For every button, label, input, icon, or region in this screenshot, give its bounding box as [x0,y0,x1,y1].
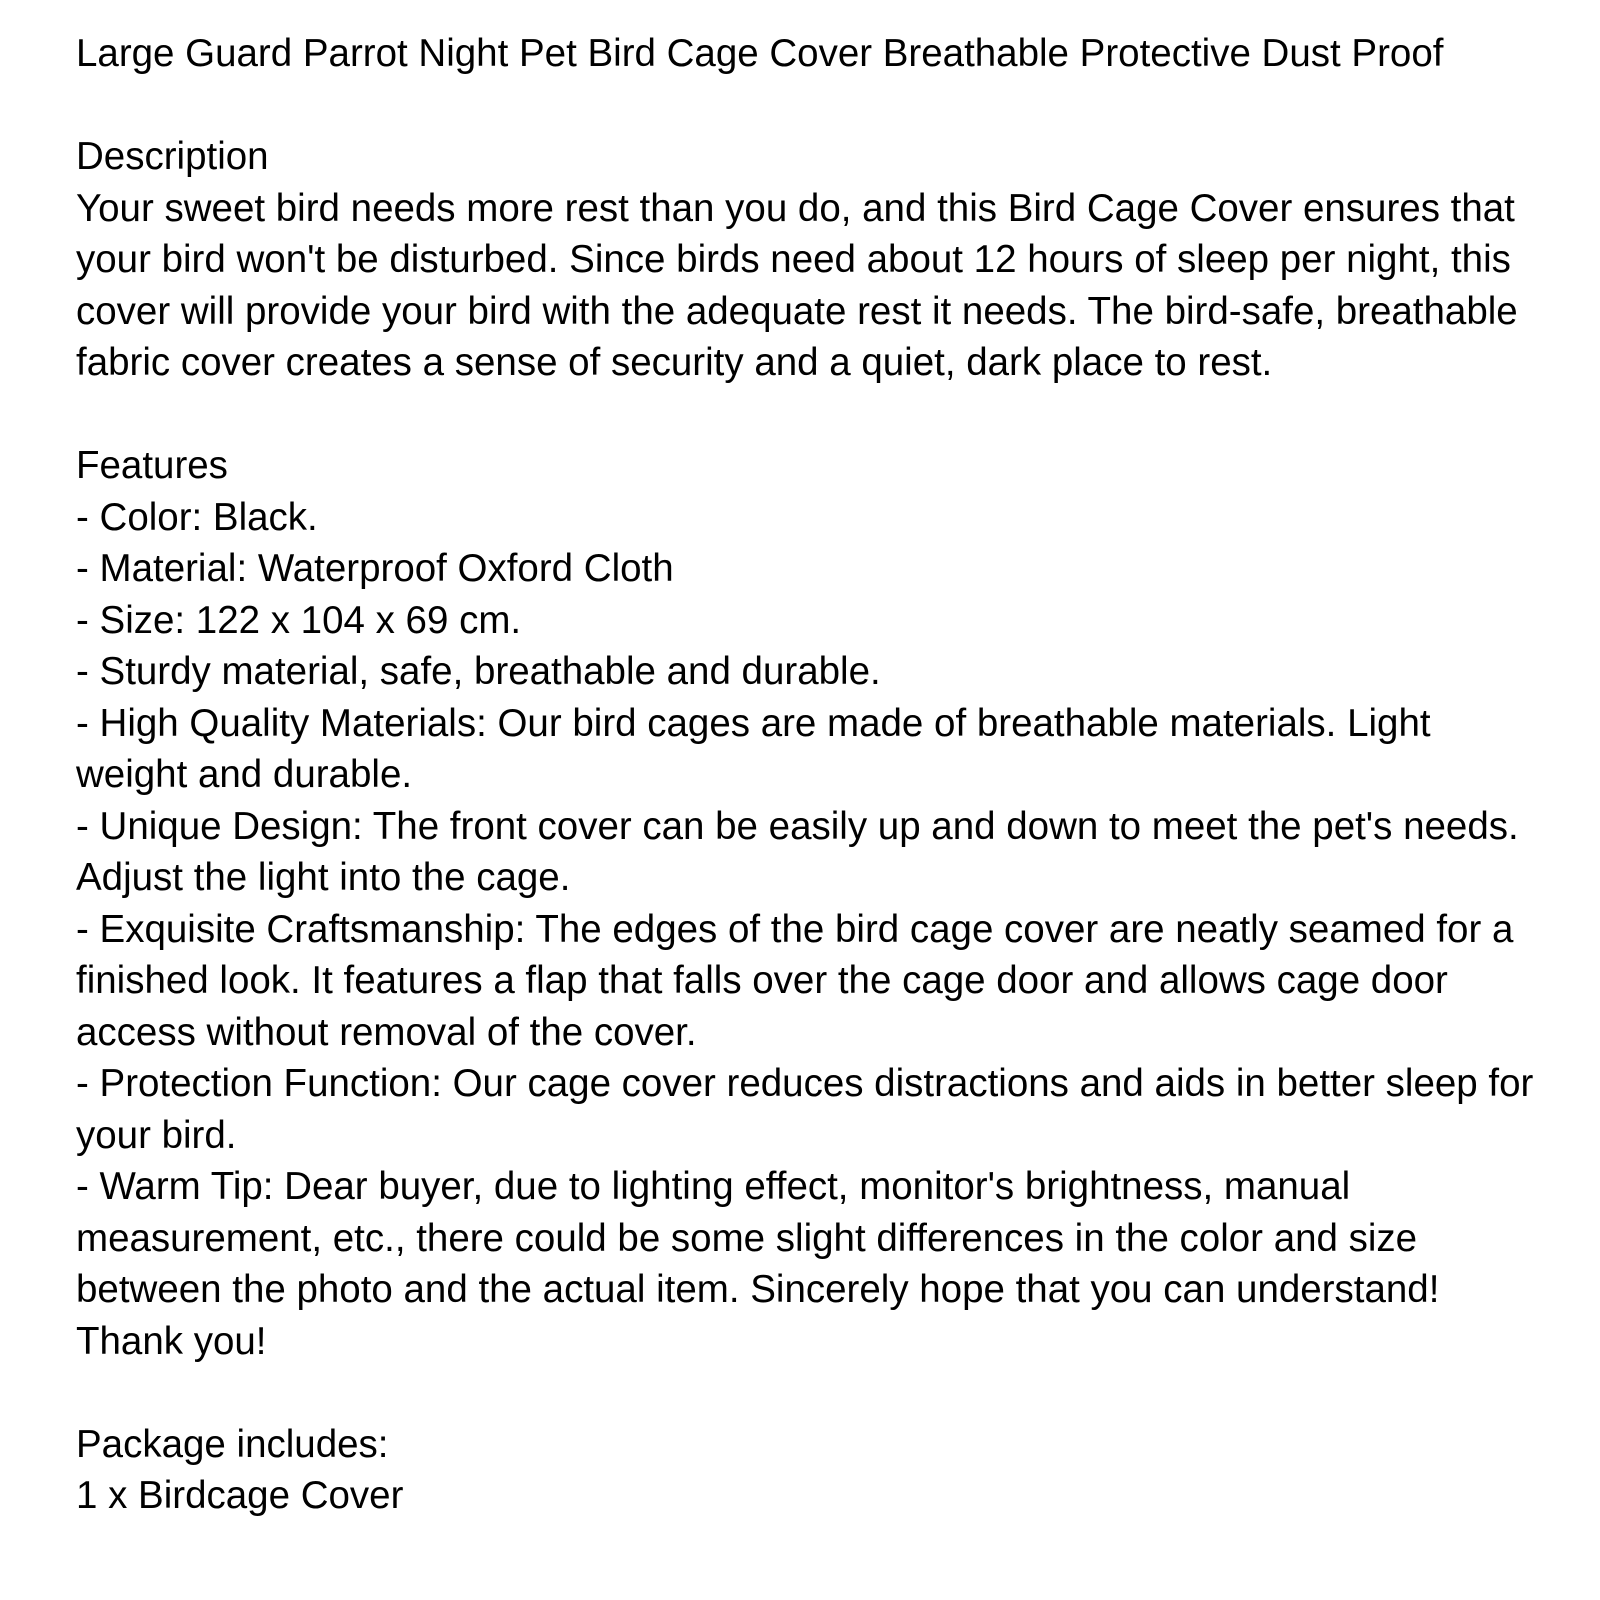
spacer [76,1367,1536,1419]
feature-item-craftsmanship: - Exquisite Craftsmanship: The edges of the bird cage cover are neatly seamed for a finished look. It features a flap that falls over the cage door and allows cage door access without removal of the cover. [76,907,1525,1054]
description-body: Your sweet bird needs more rest than you do, and this Bird Cage Cover ensures that your bird won't be disturbed. Since birds need about 12 hours of sleep per night, this cover will provide your bird with the adequate rest it needs. The bird-safe, breathable fabric cover creates a sense of security and a quiet, dark place to rest. [76,186,1529,384]
features-heading: Features [76,444,228,487]
product-title: Large Guard Parrot Night Pet Bird Cage Cover Breathable Protective Dust Proof [76,32,1444,75]
feature-item-sturdy: - Sturdy material, safe, breathable and durable. [76,650,881,693]
package-item: 1 x Birdcage Cover [76,1474,404,1517]
feature-item-color: - Color: Black. [76,495,318,539]
product-description-document [76,28,1545,1522]
feature-item-material: - Material: Waterproof Oxford Cloth [76,547,674,590]
feature-item-quality: - High Quality Materials: Our bird cages are made of breathable materials. Light weight and durable. [76,701,1442,796]
spacer [76,80,1536,132]
package-heading: Package includes: [76,1422,389,1466]
spacer [76,389,1536,441]
feature-item-protection: - Protection Function: Our cage cover reduces distractions and aids in better sleep for your bird. [76,1062,1545,1157]
feature-item-warm-tip: - Warm Tip: Dear buyer, due to lighting effect, monitor's brightness, manual measurement, etc., there could be some slight differences in the color and size between the photo and the actual item. Sincerely hope that you can understand! Thank you! [76,1165,1450,1363]
feature-item-size: - Size: 122 x 104 x 69 cm. [76,598,522,642]
description-heading: Description [76,135,269,178]
feature-item-design: - Unique Design: The front cover can be easily up and down to meet the pet's needs. Adjust the light into the cage. [76,804,1528,899]
